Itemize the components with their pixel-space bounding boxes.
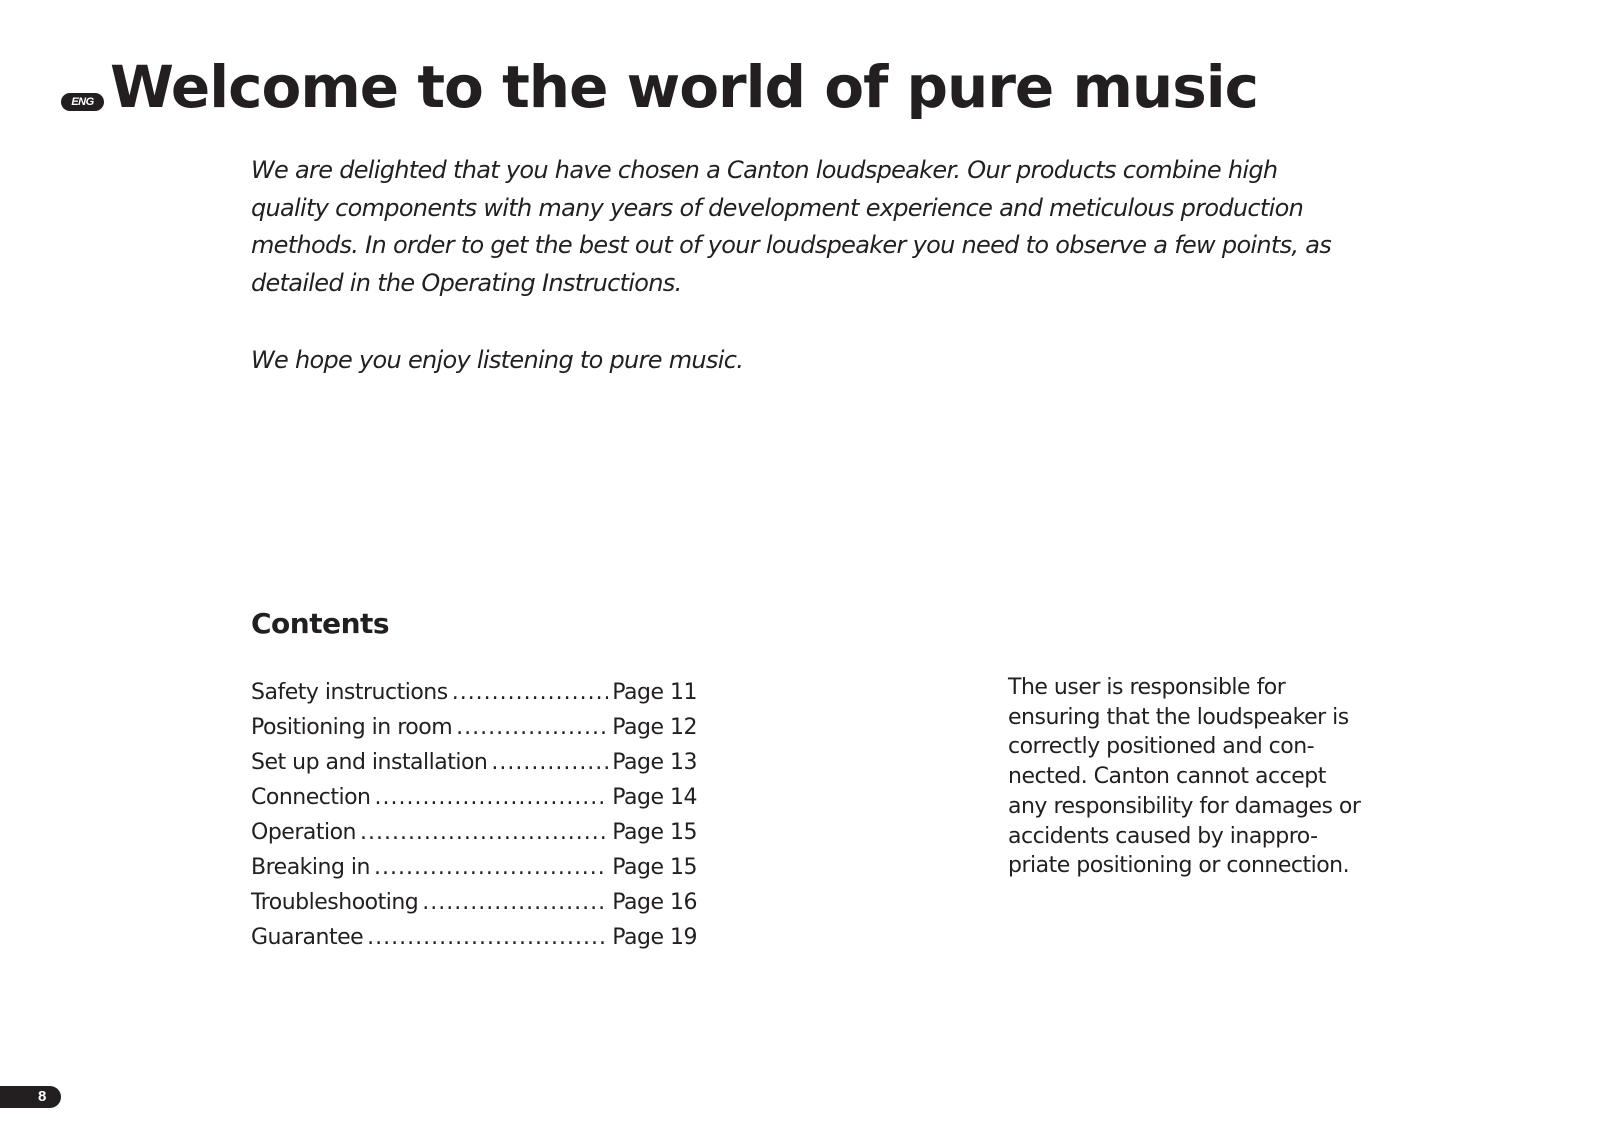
toc-item-label: Safety instructions xyxy=(251,680,448,705)
toc-item-page: Page 11 xyxy=(612,680,697,705)
toc-item-label: Guarantee xyxy=(251,925,364,950)
page-number: 8 xyxy=(38,1088,47,1105)
toc-dot-leader xyxy=(374,780,608,815)
toc-item-safety-instructions xyxy=(251,675,697,710)
toc-item-page: Page 15 xyxy=(612,855,697,880)
toc-item-page: Page 13 xyxy=(612,750,697,775)
toc-item-label: Breaking in xyxy=(251,855,370,880)
toc-dot-leader xyxy=(360,815,608,850)
toc-dot-leader xyxy=(456,710,608,745)
toc-dot-leader xyxy=(452,675,609,710)
toc-item-label: Positioning in room xyxy=(251,715,453,740)
toc-item-operation xyxy=(251,815,697,850)
intro-closing: We hope you enjoy listening to pure music. xyxy=(251,346,744,374)
toc-item-connection xyxy=(251,780,697,815)
toc-item-label: Troubleshooting xyxy=(251,890,419,915)
toc-dot-leader xyxy=(367,920,608,955)
toc-item-breaking-in xyxy=(251,850,697,885)
responsibility-notice: The user is responsible for ensuring that the loudspeaker is correctly positioned and con-nected. Canton cannot accept any responsibility for damages or accidents caused by inappro-priate positioning or connection. xyxy=(1008,675,1361,879)
toc-item-page: Page 16 xyxy=(612,890,697,915)
page-title: Welcome to the world of pure music xyxy=(110,53,1258,121)
toc-item-label: Operation xyxy=(251,820,356,845)
language-badge: ENG xyxy=(61,93,104,111)
toc-item-positioning-in-room xyxy=(251,710,697,745)
table-of-contents xyxy=(251,675,697,955)
toc-item-troubleshooting xyxy=(251,885,697,920)
toc-item-label: Connection xyxy=(251,785,371,810)
toc-item-set-up-and-installation xyxy=(251,745,697,780)
page-number-tab xyxy=(0,1086,61,1108)
toc-item-page: Page 12 xyxy=(612,715,697,740)
toc-item-guarantee xyxy=(251,920,697,955)
toc-dot-leader xyxy=(422,885,608,920)
toc-dot-leader xyxy=(374,850,608,885)
toc-item-page: Page 19 xyxy=(612,925,697,950)
toc-item-label: Set up and installation xyxy=(251,750,488,775)
toc-item-page: Page 15 xyxy=(612,820,697,845)
toc-dot-leader xyxy=(491,745,608,780)
contents-heading: Contents xyxy=(251,607,390,640)
toc-item-page: Page 14 xyxy=(612,785,697,810)
intro-paragraph: We are delighted that you have chosen a Canton loudspeaker. Our products combine high quality components with many years of development experience and meticulous production methods. In order to get the best out of your loudspeaker you need to observe a few points, as detailed in the Operating Instructions. xyxy=(251,156,1332,297)
